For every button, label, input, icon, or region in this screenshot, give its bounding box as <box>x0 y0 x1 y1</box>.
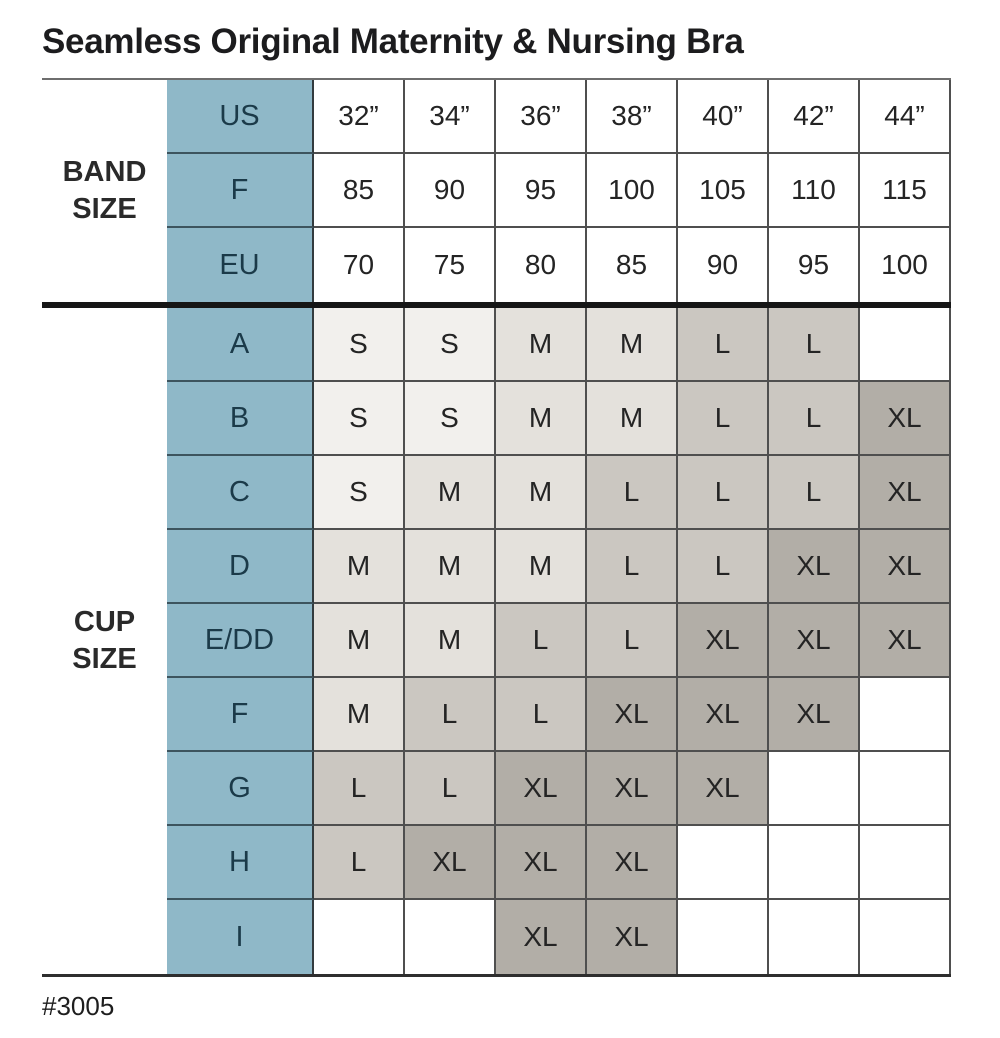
size-chart-table <box>42 78 951 977</box>
page-title: Seamless Original Maternity & Nursing Bra <box>42 22 744 61</box>
cell-A-2: M <box>496 308 587 382</box>
cell-F-6: 115 <box>860 154 951 228</box>
cell-G-0: L <box>314 752 405 826</box>
row-header-D: D <box>167 530 314 604</box>
cell-G-3: XL <box>587 752 678 826</box>
cup-size-section-label: CUP SIZE <box>72 605 137 675</box>
cell-D-6: XL <box>860 530 951 604</box>
cell-US-2: 36” <box>496 80 587 154</box>
cell-D-4: L <box>678 530 769 604</box>
row-header-B: B <box>167 382 314 456</box>
cell-F-0: 85 <box>314 154 405 228</box>
cell-US-6: 44” <box>860 80 951 154</box>
cell-F-2: L <box>496 678 587 752</box>
cell-G-1: L <box>405 752 496 826</box>
cell-A-4: L <box>678 308 769 382</box>
cell-C-4: L <box>678 456 769 530</box>
cell-A-5: L <box>769 308 860 382</box>
cell-C-2: M <box>496 456 587 530</box>
cell-F-5: XL <box>769 678 860 752</box>
cell-A-6 <box>860 308 951 382</box>
cell-C-1: M <box>405 456 496 530</box>
cell-US-3: 38” <box>587 80 678 154</box>
cell-US-0: 32” <box>314 80 405 154</box>
cell-F-3: XL <box>587 678 678 752</box>
cell-US-5: 42” <box>769 80 860 154</box>
cell-F-2: 95 <box>496 154 587 228</box>
cell-I-5 <box>769 900 860 974</box>
cell-EU-5: 95 <box>769 228 860 302</box>
cell-F-3: 100 <box>587 154 678 228</box>
cell-I-2: XL <box>496 900 587 974</box>
cell-F-4: 105 <box>678 154 769 228</box>
cell-H-5 <box>769 826 860 900</box>
cell-C-5: L <box>769 456 860 530</box>
cell-EU-6: 100 <box>860 228 951 302</box>
product-code: #3005 <box>42 991 115 1021</box>
cell-B-4: L <box>678 382 769 456</box>
cell-D-0: M <box>314 530 405 604</box>
cell-B-0: S <box>314 382 405 456</box>
cell-F-6 <box>860 678 951 752</box>
cell-E-DD-4: XL <box>678 604 769 678</box>
cell-D-3: L <box>587 530 678 604</box>
cell-B-3: M <box>587 382 678 456</box>
cell-A-0: S <box>314 308 405 382</box>
cell-H-3: XL <box>587 826 678 900</box>
cell-EU-3: 85 <box>587 228 678 302</box>
cell-EU-1: 75 <box>405 228 496 302</box>
cell-A-3: M <box>587 308 678 382</box>
cell-A-1: S <box>405 308 496 382</box>
cell-D-5: XL <box>769 530 860 604</box>
cell-B-5: L <box>769 382 860 456</box>
cell-B-1: S <box>405 382 496 456</box>
cell-I-6 <box>860 900 951 974</box>
cell-EU-2: 80 <box>496 228 587 302</box>
row-header-EU: EU <box>167 228 314 302</box>
row-header-F: F <box>167 678 314 752</box>
cell-D-2: M <box>496 530 587 604</box>
cell-C-0: S <box>314 456 405 530</box>
cell-G-5 <box>769 752 860 826</box>
row-header-H: H <box>167 826 314 900</box>
row-header-F: F <box>167 154 314 228</box>
cell-E-DD-5: XL <box>769 604 860 678</box>
cell-G-2: XL <box>496 752 587 826</box>
cell-E-DD-2: L <box>496 604 587 678</box>
cell-D-1: M <box>405 530 496 604</box>
cell-E-DD-1: M <box>405 604 496 678</box>
cell-EU-4: 90 <box>678 228 769 302</box>
row-header-G: G <box>167 752 314 826</box>
cell-F-0: M <box>314 678 405 752</box>
cell-F-1: 90 <box>405 154 496 228</box>
cell-G-4: XL <box>678 752 769 826</box>
cell-H-6 <box>860 826 951 900</box>
row-header-US: US <box>167 80 314 154</box>
cell-I-4 <box>678 900 769 974</box>
cell-F-1: L <box>405 678 496 752</box>
cell-E-DD-0: M <box>314 604 405 678</box>
cell-I-0 <box>314 900 405 974</box>
cell-I-1 <box>405 900 496 974</box>
cell-H-1: XL <box>405 826 496 900</box>
row-header-C: C <box>167 456 314 530</box>
cell-US-1: 34” <box>405 80 496 154</box>
cell-B-6: XL <box>860 382 951 456</box>
cell-US-4: 40” <box>678 80 769 154</box>
cell-E-DD-6: XL <box>860 604 951 678</box>
cell-EU-0: 70 <box>314 228 405 302</box>
cell-C-3: L <box>587 456 678 530</box>
cell-E-DD-3: L <box>587 604 678 678</box>
cell-B-2: M <box>496 382 587 456</box>
cell-H-2: XL <box>496 826 587 900</box>
cell-F-4: XL <box>678 678 769 752</box>
cell-G-6 <box>860 752 951 826</box>
cell-I-3: XL <box>587 900 678 974</box>
row-header-A: A <box>167 308 314 382</box>
cell-H-4 <box>678 826 769 900</box>
row-header-I: I <box>167 900 314 974</box>
row-header-E-DD: E/DD <box>167 604 314 678</box>
cell-H-0: L <box>314 826 405 900</box>
cell-F-5: 110 <box>769 154 860 228</box>
band-size-section-label: BAND SIZE <box>62 155 147 225</box>
cell-C-6: XL <box>860 456 951 530</box>
